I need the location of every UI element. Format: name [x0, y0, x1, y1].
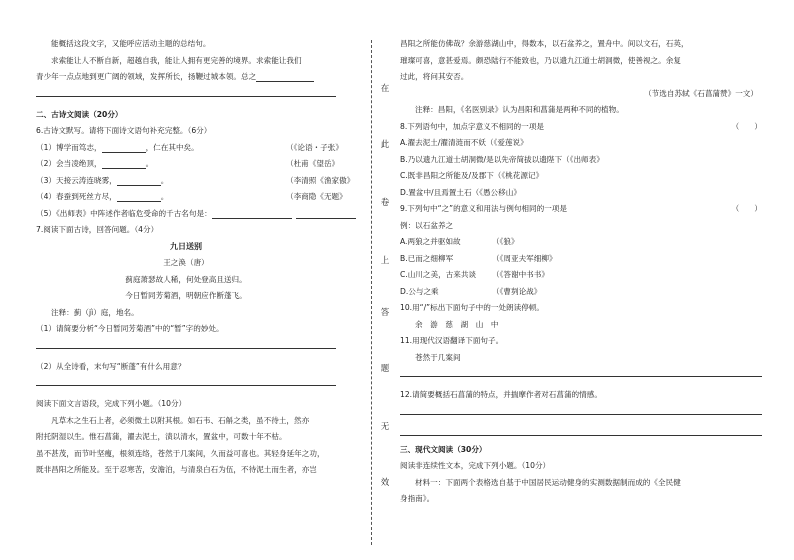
q9-example: 例：以石盆养之 — [400, 220, 454, 230]
seal-char: 此 — [380, 140, 390, 150]
q9-option-b: B.已而之细柳军 （《周亚夫军细柳》 — [400, 253, 557, 263]
answer-blank-line[interactable] — [36, 377, 336, 386]
q8-option-b: B.乃以遗九江道士胡洞微/是以先帝简拔以遗陛下（《出师表》 — [400, 154, 604, 164]
question-10: 10.用“/”标出下面句子中的一处朗读停顿。 — [400, 303, 545, 312]
seal-char: 题 — [380, 364, 390, 374]
fill-blank[interactable] — [117, 176, 161, 186]
passage-cont-line-1: 昌阳之所能仿佛哉？余游慈湖山中，得数本，以石盆养之，置舟中。间以文石，石英， — [400, 39, 689, 48]
question-8: 8.下列语句中，加点字意义不相同的一项是 （ ） — [400, 121, 762, 131]
binding-line — [371, 40, 372, 545]
question-7-1: （1）请简要分析“今日暂同芳菊酒”中的“暂”字的妙处。 — [36, 324, 224, 333]
passage-note: 注释：昌阳，《名医别录》认为昌阳和菖蒲是两种不同的植物。 — [415, 105, 624, 114]
passage-cont-line-3: 过此，将问其安否。 — [400, 72, 469, 81]
fill-blank[interactable] — [212, 209, 292, 219]
right-column — [400, 38, 762, 510]
answer-paren[interactable]: （ ） — [731, 121, 762, 131]
q6-item-3: （3）天接云涛连晓雾， 。 （李清照《渔家傲》 — [36, 175, 355, 185]
q8-option-c: C.既非昌阳之所能及/及郡下（《桃花源记》 — [400, 171, 544, 180]
poem-line-1: 蓟庭萧瑟故人稀，何处登高且送归。 — [125, 274, 247, 284]
poem-author: 王之涣（唐） — [163, 258, 209, 267]
material-1-line-2: 身指南》。 — [400, 494, 435, 503]
q6-item-2: （2）会当凌绝顶， 。 （杜甫《望岳》 — [36, 159, 340, 168]
passage-line-2: 附托阴湿以生。惟石菖蒲，濯去泥土，渍以清水，置盆中，可数十年不枯。 — [36, 432, 287, 441]
answer-blank-line[interactable] — [400, 427, 762, 436]
seal-char: 无 — [380, 422, 390, 432]
q9-option-d: D.公与之乘 （《曹刿论战》 — [400, 286, 542, 296]
poem-line-2: 今日暂同芳菊酒，明朝应作断蓬飞。 — [125, 291, 247, 300]
reading-instruction-2: 阅读非连续性文本，完成下列小题。（10分） — [400, 461, 551, 470]
q8-option-a: A.濯去泥土/濯清涟而不妖（《爱莲说》 — [400, 138, 528, 147]
section-2-heading: 二、古诗文阅读（20分） — [36, 109, 123, 119]
seal-char: 在 — [380, 84, 390, 94]
question-12: 12.请简要概括石菖蒲的特点，并揣摩作者对石菖蒲的情感。 — [400, 390, 602, 399]
left-column — [36, 38, 355, 481]
section-3-heading: 三、现代文阅读（30分） — [400, 444, 487, 454]
question-7-2: （2）从全诗看，末句写“断蓬”有什么用意？ — [36, 361, 186, 371]
answer-blank-line[interactable] — [400, 368, 762, 377]
fill-blank[interactable] — [102, 143, 146, 153]
question-7: 7.阅读下面古诗，回答问题。（4分） — [36, 225, 159, 234]
seal-char: 上 — [380, 256, 390, 266]
fill-blank[interactable] — [296, 209, 356, 219]
seal-char: 答 — [380, 308, 390, 318]
answer-blank-line[interactable] — [400, 406, 762, 415]
question-9: 9.下列句中“之”的意义和用法与例句相同的一项是 （ ） — [400, 204, 762, 213]
passage-line-4: 既非昌阳之所能及。至于忍寒苦，安澹泊，与清泉白石为伍，不待泥土而生者，亦岂 — [36, 465, 317, 474]
q6-item-4: （4）春蚕到死丝方尽， 。 （李商隐《无题》 — [36, 192, 347, 201]
answer-text-line-3: 青少年一点点地到更广阔的领域，发挥所长，扬鞭过城本领。总之 — [36, 71, 336, 82]
answer-text-line-1: 能概括这段文字，又能呼应活动主题的总结句。 — [51, 39, 211, 48]
q9-option-a: A.两狼之并驱如故 （《狼》 — [400, 237, 519, 246]
passage-line-1: 凡草木之生石上者，必须微土以附其根。如石韦、石斛之类，虽不待土，然亦 — [51, 415, 310, 425]
q9-option-c: C.山川之美，古来共谈 （《答谢中书书》 — [400, 270, 549, 279]
q10-sentence[interactable]: 余 游 慈 湖 山 中 — [415, 319, 499, 329]
answer-text-line-2: 求索能让人不断自新，超越自我，能让人拥有更完善的境界。求索能让我们 — [51, 55, 302, 65]
answer-paren[interactable]: （ ） — [731, 204, 762, 213]
seal-char: 效 — [380, 478, 390, 488]
question-11: 11.用现代汉语翻译下面句子。 — [400, 336, 504, 345]
fill-blank[interactable] — [102, 159, 146, 169]
fill-blank[interactable] — [117, 192, 161, 202]
seal-char: 卷 — [380, 198, 390, 208]
q11-sentence: 苍然于几案间 — [415, 352, 461, 362]
q6-item-5: （5）《出师表》中阵述作者临危受命的千古名句是： — [36, 208, 336, 219]
poem-title: 九日送别 — [170, 241, 202, 251]
answer-blank-line[interactable] — [36, 340, 336, 349]
answer-blank-line[interactable] — [36, 88, 336, 97]
passage-cont-line-2: 璀璨可喜，意甚爱焉。颇恐陆行不能致也，乃以遗九江道士胡洞微，使善视之。余复 — [400, 55, 681, 65]
reading-instruction: 阅读下面文言语段，完成下列小题。（10分） — [36, 399, 187, 408]
material-1-line-1: 材料一：下面两个表格选自基于中国居民运动健身的实测数据制而成的《全民健 — [415, 477, 681, 487]
q6-item-1: （1）博学而笃志， ，仁在其中矣。 （《论语・子张》 — [36, 142, 343, 152]
passage-line-3: 虽不甚茂，而节叶坚瘦，根须连络，苍然于几案间，久而益可喜也。其轻身延年之功， — [36, 448, 325, 458]
poem-note: 注释：蓟（jì）庭，地名。 — [51, 307, 139, 317]
question-6: 6.古诗文默写。请将下面诗文语句补充完整。（6分） — [36, 126, 212, 135]
passage-source: （节选自苏轼《石菖蒲赞》一文） — [644, 88, 758, 98]
q8-option-d: D.置盆中/且焉置土石（《愚公移山》 — [400, 187, 521, 197]
